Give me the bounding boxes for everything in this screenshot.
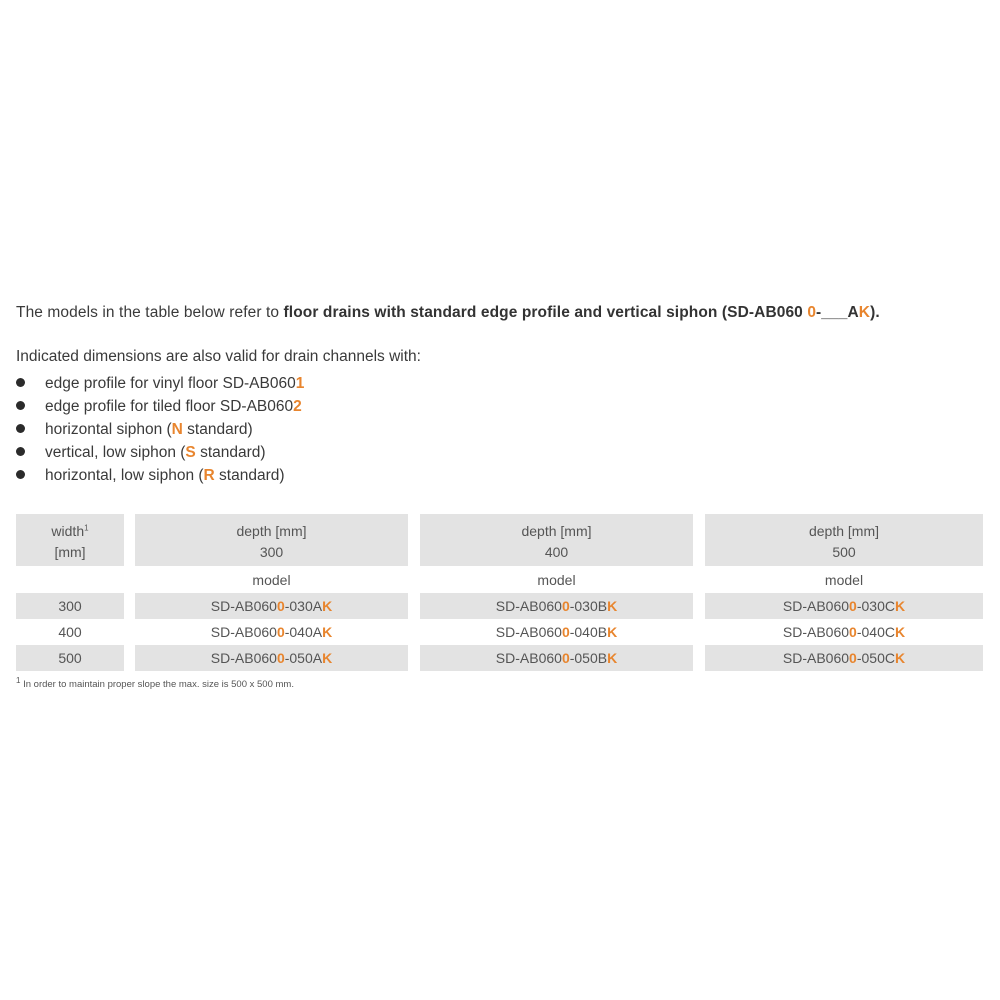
model-accent: 0 <box>561 650 570 666</box>
model-accent: 0 <box>276 598 285 614</box>
model-label: model <box>824 572 864 588</box>
model-code: -050A <box>284 650 323 666</box>
bullet-text: vertical, low siphon ( <box>45 444 186 461</box>
subheading: Indicated dimensions are also valid for drain channels with: <box>16 348 421 365</box>
model-code: -050C <box>856 650 895 666</box>
model-accent: 0 <box>276 624 285 640</box>
width-header-label: width <box>51 523 85 539</box>
model-accent: K <box>894 650 906 666</box>
depth-header-label: depth [mm] <box>236 523 307 539</box>
table-cell-model <box>705 593 983 619</box>
table-cell-model <box>705 645 983 671</box>
model-accent: K <box>322 650 333 666</box>
table-row-width: 300 <box>16 593 124 619</box>
list-item <box>16 395 304 418</box>
model-code: SD-AB060 <box>782 598 850 614</box>
bullet-text: horizontal, low siphon ( <box>45 467 204 484</box>
model-code: -030B <box>569 598 608 614</box>
intro-bold-mid: -___A <box>816 304 859 321</box>
depth-header-300 <box>135 514 408 566</box>
bullet-dot-icon <box>16 378 25 387</box>
model-accent: K <box>894 624 906 640</box>
model-code: SD-AB060 <box>782 650 850 666</box>
depth-header-value: 300 <box>259 544 284 560</box>
intro-bold-text: floor drains with standard edge profile and vertical siphon (SD-AB060 <box>283 304 808 321</box>
table-cell-model <box>135 645 408 671</box>
list-item <box>16 441 304 464</box>
model-code: -040A <box>284 624 323 640</box>
intro-accent-letter: K <box>858 304 871 321</box>
model-accent: 0 <box>561 624 570 640</box>
model-accent: 0 <box>276 650 285 666</box>
model-code: -040C <box>856 624 895 640</box>
table-cell-model <box>420 593 693 619</box>
model-accent: K <box>894 598 906 614</box>
bullet-accent: S <box>185 444 196 461</box>
bullet-dot-icon <box>16 424 25 433</box>
table-cell-model <box>420 619 693 645</box>
model-accent: 0 <box>849 650 857 666</box>
model-accent: 0 <box>849 598 857 614</box>
bullet-dot-icon <box>16 470 25 479</box>
table-cell-model <box>135 593 408 619</box>
table-cell-model <box>705 619 983 645</box>
model-code: SD-AB060 <box>210 598 277 614</box>
bullet-text-end: standard) <box>182 421 253 438</box>
bullet-accent: 2 <box>293 398 302 415</box>
intro-paragraph <box>16 304 880 322</box>
bullet-dot-icon <box>16 401 25 410</box>
model-label: model <box>537 572 576 588</box>
bullet-text: horizontal siphon ( <box>45 421 172 438</box>
model-code: -030A <box>284 598 323 614</box>
depth-header-label: depth [mm] <box>808 523 880 539</box>
bullet-dot-icon <box>16 447 25 456</box>
model-accent: K <box>322 624 333 640</box>
model-accent: K <box>607 650 618 666</box>
model-code: SD-AB060 <box>495 598 562 614</box>
bullet-list <box>16 372 304 487</box>
bullet-text: edge profile for vinyl floor SD-AB060 <box>45 375 296 392</box>
width-header <box>16 514 124 566</box>
footnote-text: In order to maintain proper slope the max. size is 500 x 500 mm. <box>20 679 294 690</box>
model-code: SD-AB060 <box>782 624 850 640</box>
list-item <box>16 372 304 395</box>
table-cell-model <box>420 645 693 671</box>
footnote <box>16 675 294 690</box>
table-row-width: 500 <box>16 645 124 671</box>
bullet-text-end: standard) <box>195 444 266 461</box>
model-code: SD-AB060 <box>495 650 562 666</box>
model-accent: 0 <box>561 598 570 614</box>
model-accent: K <box>607 598 618 614</box>
table-row-width: 400 <box>58 624 82 640</box>
table-cell-model <box>135 619 408 645</box>
model-code: -030C <box>856 598 895 614</box>
intro-bold-end: ). <box>870 304 880 321</box>
intro-prefix: The models in the table below refer to <box>16 304 284 321</box>
model-code: -040B <box>569 624 608 640</box>
depth-header-value: 500 <box>832 544 856 560</box>
model-accent: 0 <box>849 624 857 640</box>
bullet-accent: 1 <box>295 375 305 392</box>
model-code: SD-AB060 <box>210 624 277 640</box>
list-item <box>16 464 304 487</box>
depth-header-500 <box>705 514 983 566</box>
model-label: model <box>252 572 291 588</box>
intro-bold <box>284 304 880 321</box>
model-accent: K <box>607 624 618 640</box>
bullet-text-end: standard) <box>214 467 285 484</box>
depth-header-value: 400 <box>544 544 569 560</box>
list-item <box>16 418 304 441</box>
depth-header-label: depth [mm] <box>521 523 592 539</box>
bullet-text: edge profile for tiled floor SD-AB060 <box>45 398 294 415</box>
model-accent: K <box>322 598 333 614</box>
intro-accent-digit: 0 <box>807 304 817 321</box>
model-code: SD-AB060 <box>210 650 277 666</box>
width-header-footnote-mark: 1 <box>84 523 89 533</box>
width-header-unit: [mm] <box>54 544 86 560</box>
bullet-accent: N <box>171 421 183 438</box>
model-code: -050B <box>569 650 608 666</box>
footnote-mark: 1 <box>16 675 21 685</box>
depth-header-400 <box>420 514 693 566</box>
model-code: SD-AB060 <box>495 624 562 640</box>
bullet-accent: R <box>203 467 215 484</box>
